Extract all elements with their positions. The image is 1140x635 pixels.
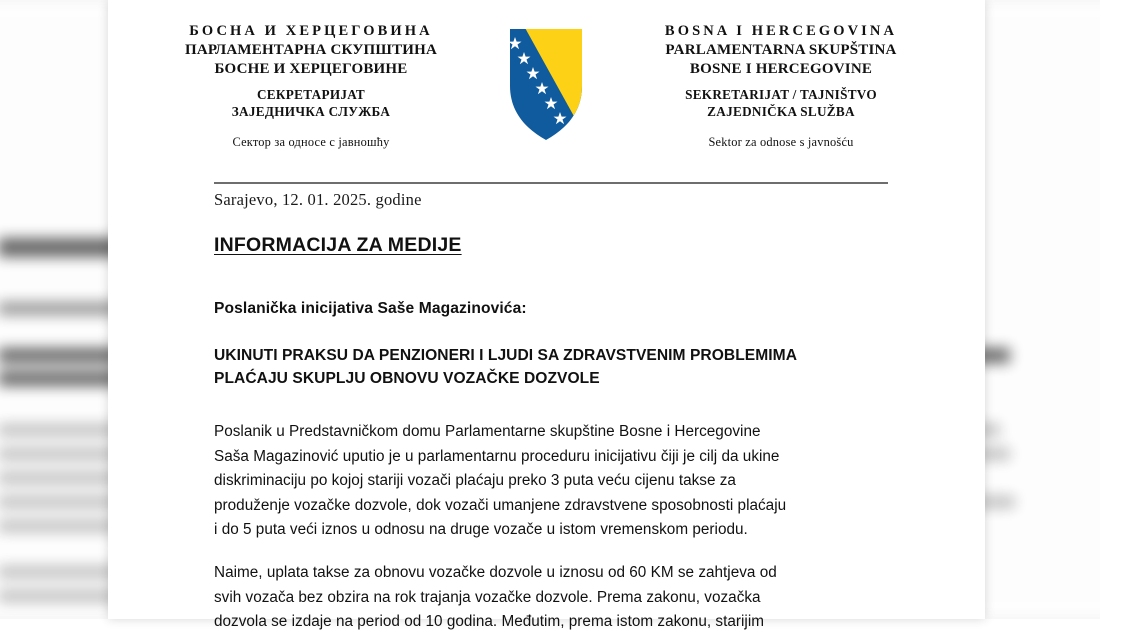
letterhead-latin-column — [590, 22, 972, 150]
body-paragraph-1 — [214, 420, 890, 543]
page-title: INFORMACIJA ZA MEDIJE — [214, 234, 462, 256]
paragraph-1-line-2: Saša Magazinović uputio je u parlamentarnu proceduru inicijativu čiji je cilj da ukine — [214, 447, 780, 465]
paragraph-1-line-4: produženje vozačke dozvole, dok vozači umanjene zdravstvene sposobnosti plaćaju — [214, 496, 787, 514]
background-blur-left — [0, 0, 122, 619]
body-paragraph-2 — [214, 561, 890, 635]
subject-line: Poslanička inicijativa Saše Magazinovića: — [214, 300, 527, 317]
letterhead-cyrillic-column — [120, 22, 502, 150]
paragraph-2-line-1: Naime, uplata takse za obnovu vozačke dozvole u iznosu od 60 KM se zahtjeva od — [214, 564, 777, 581]
letterhead-lat-secretariat: SEKRETARIJAT / TAJNIŠTVO — [685, 87, 877, 102]
headline — [214, 345, 904, 390]
letterhead-cyr-assembly: ПАРЛАМЕНТАРНА СКУПШТИНА — [184, 42, 438, 58]
letterhead-lat-country: BOSNA I HERCEGOVINA — [664, 23, 898, 39]
letterhead-cyr-of: БОСНЕ И ХЕРЦЕГОВИНЕ — [214, 60, 408, 77]
letterhead — [108, 22, 985, 167]
letterhead-lat-subtitle: Sektor za odnose s javnošću — [708, 135, 854, 149]
paragraph-1-line-1: Poslanik u Predstavničkom domu Parlamentarne skupštine Bosne i Hercegovine — [214, 423, 761, 440]
letterhead-lat-assembly: PARLAMENTARNA SKUPŠTINA — [665, 42, 897, 58]
paragraph-1-line-5: i do 5 puta veći iznos u odnosu na druge vozače u istom vremenskom periodu. — [214, 521, 748, 538]
date-line: Sarajevo, 12. 01. 2025. godine — [214, 190, 422, 209]
letterhead-lat-of: BOSNE I HERCEGOVINE — [689, 60, 873, 77]
letterhead-cyr-service: ЗАЈЕДНИЧКА СЛУЖБА — [231, 104, 391, 119]
paragraph-2-line-3: dozvola se izdaje na period od 10 godina. Međutim, prema istom zakonu, starijim — [214, 613, 765, 630]
paragraph-1-line-3: diskriminaciju po kojoj stariji vozači plaćaju preko 3 puta veću cijenu takse za — [214, 472, 736, 489]
letterhead-divider-rule — [214, 182, 888, 184]
letterhead-cyr-country: БОСНА И ХЕРЦЕГОВИНА — [189, 23, 433, 39]
letterhead-lat-service: ZAJEDNIČKA SLUŽBA — [707, 104, 855, 119]
document-page — [108, 0, 985, 630]
letterhead-cyr-subtitle: Сектор за односе с јавношћу — [232, 135, 390, 149]
headline-line-2: PLAĆAJU SKUPLJU OBNOVU VOZAČKE DOZVOLE — [214, 369, 600, 387]
coat-of-arms-icon — [506, 26, 586, 146]
letterhead-cyr-secretariat: СЕКРЕТАРИЈАТ — [256, 87, 366, 102]
headline-line-1: UKINUTI PRAKSU DA PENZIONERI I LJUDI SA ZDRAVSTVENIM PROBLEMIMA — [214, 347, 798, 364]
paragraph-2-line-2: svih vozača bez obzira na rok trajanja vozačke dozvole. Prema zakonu, vozačka — [214, 588, 761, 606]
